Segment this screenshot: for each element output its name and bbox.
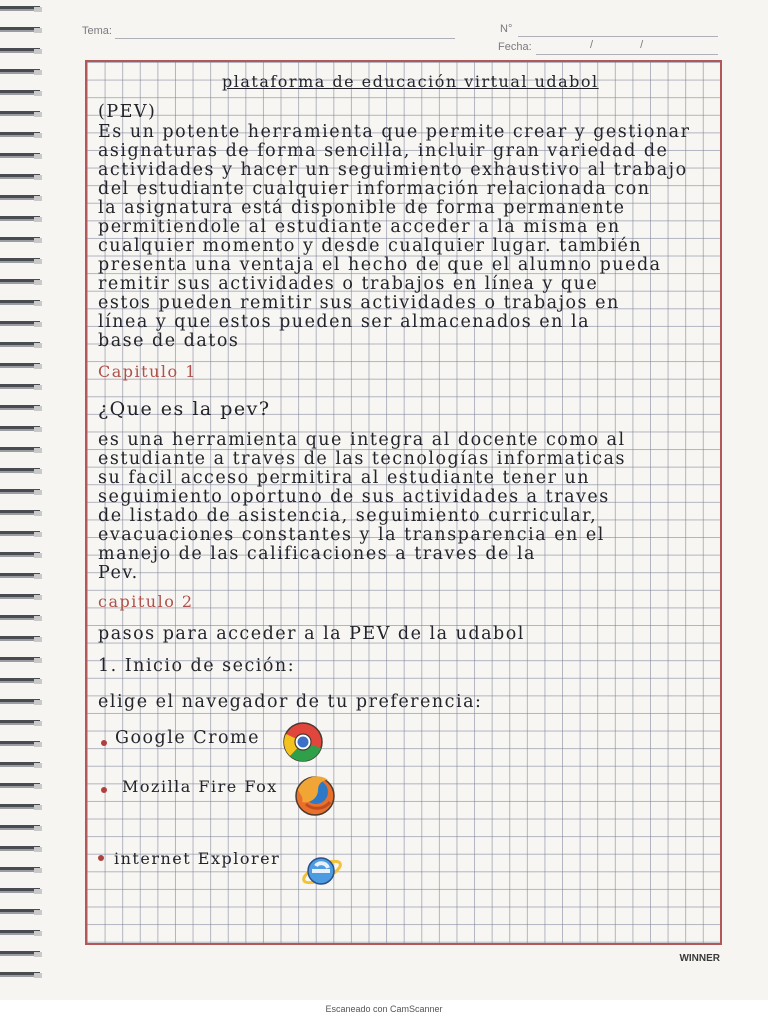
intro-line: la asignatura está disponible de forma permanente — [98, 198, 626, 218]
fecha-label: Fecha: — [498, 41, 532, 53]
chapter-1-line: evacuaciones constantes y la transparencia en el — [98, 525, 605, 545]
chapter-1-line: Pev. — [98, 563, 139, 583]
chapter-1-line: estudiante a traves de las tecnologías informaticas — [98, 449, 626, 469]
chapter-1-line: manejo de las calificaciones a traves de la — [98, 544, 536, 564]
tema-line — [115, 38, 455, 39]
browser-name-firefox: Mozilla Fire Fox — [122, 777, 278, 796]
chapter-1-line: seguimiento oportuno de sus actividades a traves — [98, 487, 610, 507]
fecha-line — [536, 54, 718, 55]
bullet — [101, 740, 107, 746]
intro-line: del estudiante cualquier información relacionada con — [98, 179, 651, 199]
tema-label: Tema: — [82, 25, 112, 37]
firefox-icon — [292, 770, 338, 822]
intro-line: asignaturas de forma sencilla, incluir gran variedad de — [98, 141, 669, 161]
chapter-1-line: de listado de asistencia, seguimiento curricular, — [98, 506, 598, 526]
bullet — [98, 855, 104, 861]
intro-line: presenta una ventaja el hecho de que el alumno pueda — [98, 255, 662, 275]
chapter-1-question: ¿Que es la pev? — [98, 398, 271, 420]
bullet — [101, 787, 107, 793]
numero-line — [518, 36, 718, 37]
step-1: 1. Inicio de seción: — [98, 656, 296, 676]
browser-name-chrome: Google Crome — [115, 728, 261, 748]
chrome-icon — [282, 721, 324, 767]
intro-line: Es un potente herramienta que permite crear y gestionar — [98, 122, 691, 142]
intro-line: estos pueden remitir sus actividades o trabajos en — [98, 293, 620, 313]
browser-name-internet-explorer: internet Explorer — [114, 849, 281, 868]
intro-line: línea y que estos pueden ser almacenados en la — [98, 312, 591, 332]
intro-line: actividades y hacer un seguimiento exhaustivo al trabajo — [98, 160, 688, 180]
chapter-1-line: su facil acceso permitira al estudiante tener un — [98, 468, 591, 488]
numero-label: N° — [500, 23, 513, 35]
chapter-2-subtitle: pasos para acceder a la PEV de la udabol — [98, 624, 525, 644]
intro-line: permitiendole al estudiante acceder a la misma en — [98, 217, 621, 237]
chapter-1-line: es una herramienta que integra al docente como al — [98, 430, 626, 450]
intro-acronym: (PEV) — [98, 102, 157, 122]
intro-line: cualquier momento y desde cualquier lugar. también — [98, 236, 643, 256]
fecha-separators: / / — [590, 39, 644, 51]
choose-browser: elige el navegador de tu preferencia: — [98, 692, 483, 712]
internet-explorer-icon — [300, 848, 344, 896]
binding-holes — [34, 0, 42, 990]
scanner-watermark: Escaneado con CamScanner — [325, 1004, 443, 1014]
notebook-brand: WINNER — [679, 953, 720, 964]
page-title: plataforma de educación virtual udabol — [222, 72, 599, 91]
chapter-1-heading: Capitulo 1 — [98, 362, 197, 381]
intro-line: base de datos — [98, 331, 240, 351]
intro-line: remitir sus actividades o trabajos en línea y que — [98, 274, 599, 294]
chapter-2-heading: capitulo 2 — [98, 592, 194, 611]
